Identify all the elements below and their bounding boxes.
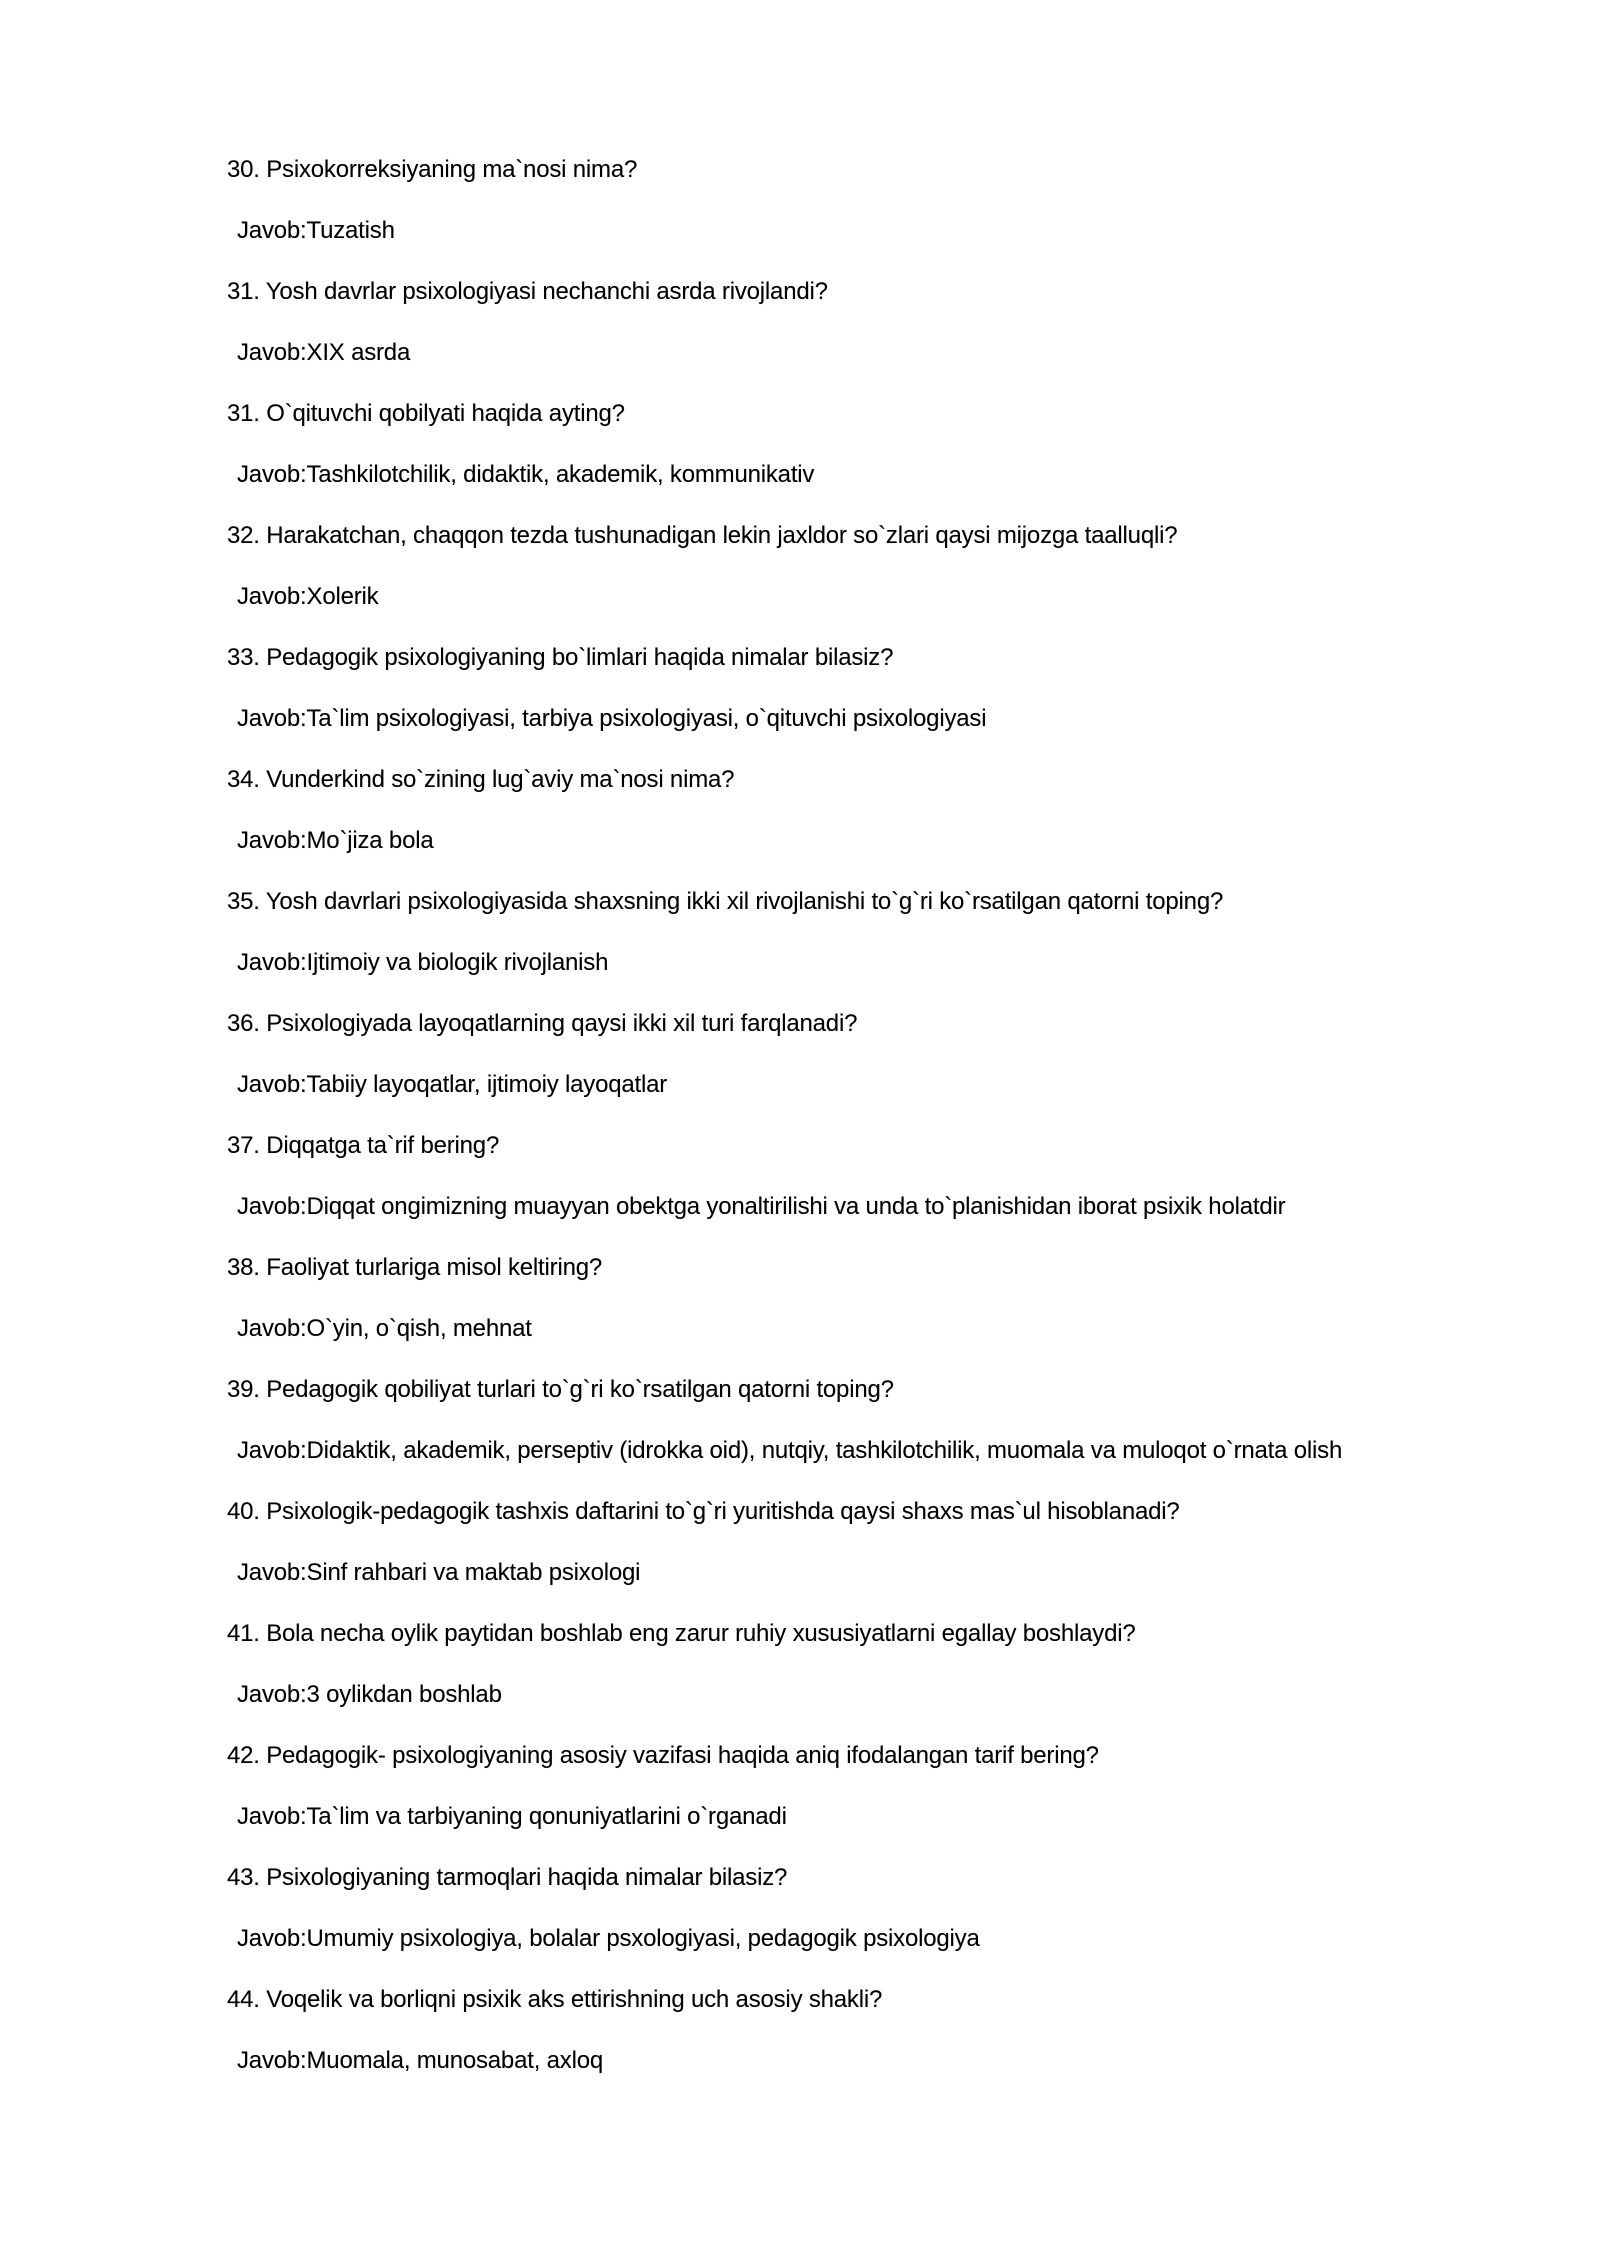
answer-40: Javob:Sinf rahbari va maktab psixologi xyxy=(237,1559,641,1586)
answer-42: Javob:Ta`lim va tarbiyaning qonuniyatlarini o`rganadi xyxy=(237,1803,787,1830)
answer-38: Javob:O`yin, o`qish, mehnat xyxy=(237,1315,532,1342)
question-38: 38. Faoliyat turlariga misol keltiring? xyxy=(227,1254,603,1281)
answer-43: Javob:Umumiy psixologiya, bolalar psxologiyasi, pedagogik psixologiya xyxy=(237,1925,980,1952)
answer-30: Javob:Tuzatish xyxy=(237,217,395,244)
answer-39: Javob:Didaktik, akademik, perseptiv (idrokka oid), nutqiy, tashkilotchilik, muomala va muloqot o`rnata olish xyxy=(237,1437,1343,1464)
question-31-duplicate: 31. O`qituvchi qobilyati haqida ayting? xyxy=(227,400,625,427)
question-32: 32. Harakatchan, chaqqon tezda tushunadigan lekin jaxldor so`zlari qaysi mijozga taalluqli? xyxy=(227,522,1178,549)
answer-31-duplicate: Javob:Tashkilotchilik, didaktik, akademik, kommunikativ xyxy=(237,461,815,488)
answer-32: Javob:Xolerik xyxy=(237,583,379,610)
question-42: 42. Pedagogik- psixologiyaning asosiy vazifasi haqida aniq ifodalangan tarif bering? xyxy=(227,1742,1099,1769)
question-30: 30. Psixokorreksiyaning ma`nosi nima? xyxy=(227,156,638,183)
answer-36: Javob:Tabiiy layoqatlar, ijtimoiy layoqatlar xyxy=(237,1071,668,1098)
question-34: 34. Vunderkind so`zining lug`aviy ma`nosi nima? xyxy=(227,766,735,793)
answer-44: Javob:Muomala, munosabat, axloq xyxy=(237,2047,604,2074)
question-39: 39. Pedagogik qobiliyat turlari to`g`ri ko`rsatilgan qatorni toping? xyxy=(227,1376,894,1403)
answer-37: Javob:Diqqat ongimizning muayyan obektga yonaltirilishi va unda to`planishidan iborat psixik holatdir xyxy=(237,1193,1286,1220)
answer-33: Javob:Ta`lim psixologiyasi, tarbiya psixologiyasi, o`qituvchi psixologiyasi xyxy=(237,705,987,732)
document-page xyxy=(227,151,1462,2103)
question-31: 31. Yosh davrlar psixologiyasi nechanchi asrda rivojlandi? xyxy=(227,278,828,305)
answer-35: Javob:Ijtimoiy va biologik rivojlanish xyxy=(237,949,609,976)
question-40: 40. Psixologik-pedagogik tashxis daftarini to`g`ri yuritishda qaysi shaxs mas`ul hisoblanadi? xyxy=(227,1498,1180,1525)
answer-31: Javob:XIX asrda xyxy=(237,339,411,366)
question-37: 37. Diqqatga ta`rif bering? xyxy=(227,1132,500,1159)
question-44: 44. Voqelik va borliqni psixik aks ettirishning uch asosiy shakli? xyxy=(227,1986,883,2013)
question-36: 36. Psixologiyada layoqatlarning qaysi ikki xil turi farqlanadi? xyxy=(227,1010,858,1037)
answer-34: Javob:Mo`jiza bola xyxy=(237,827,434,854)
question-35: 35. Yosh davrlari psixologiyasida shaxsning ikki xil rivojlanishi to`g`ri ko`rsatilgan qatorni toping? xyxy=(227,888,1224,915)
question-33: 33. Pedagogik psixologiyaning bo`limlari haqida nimalar bilasiz? xyxy=(227,644,894,671)
question-41: 41. Bola necha oylik paytidan boshlab eng zarur ruhiy xususiyatlarni egallay boshlaydi? xyxy=(227,1620,1136,1647)
question-43: 43. Psixologiyaning tarmoqlari haqida nimalar bilasiz? xyxy=(227,1864,788,1891)
answer-41: Javob:3 oylikdan boshlab xyxy=(237,1681,502,1708)
